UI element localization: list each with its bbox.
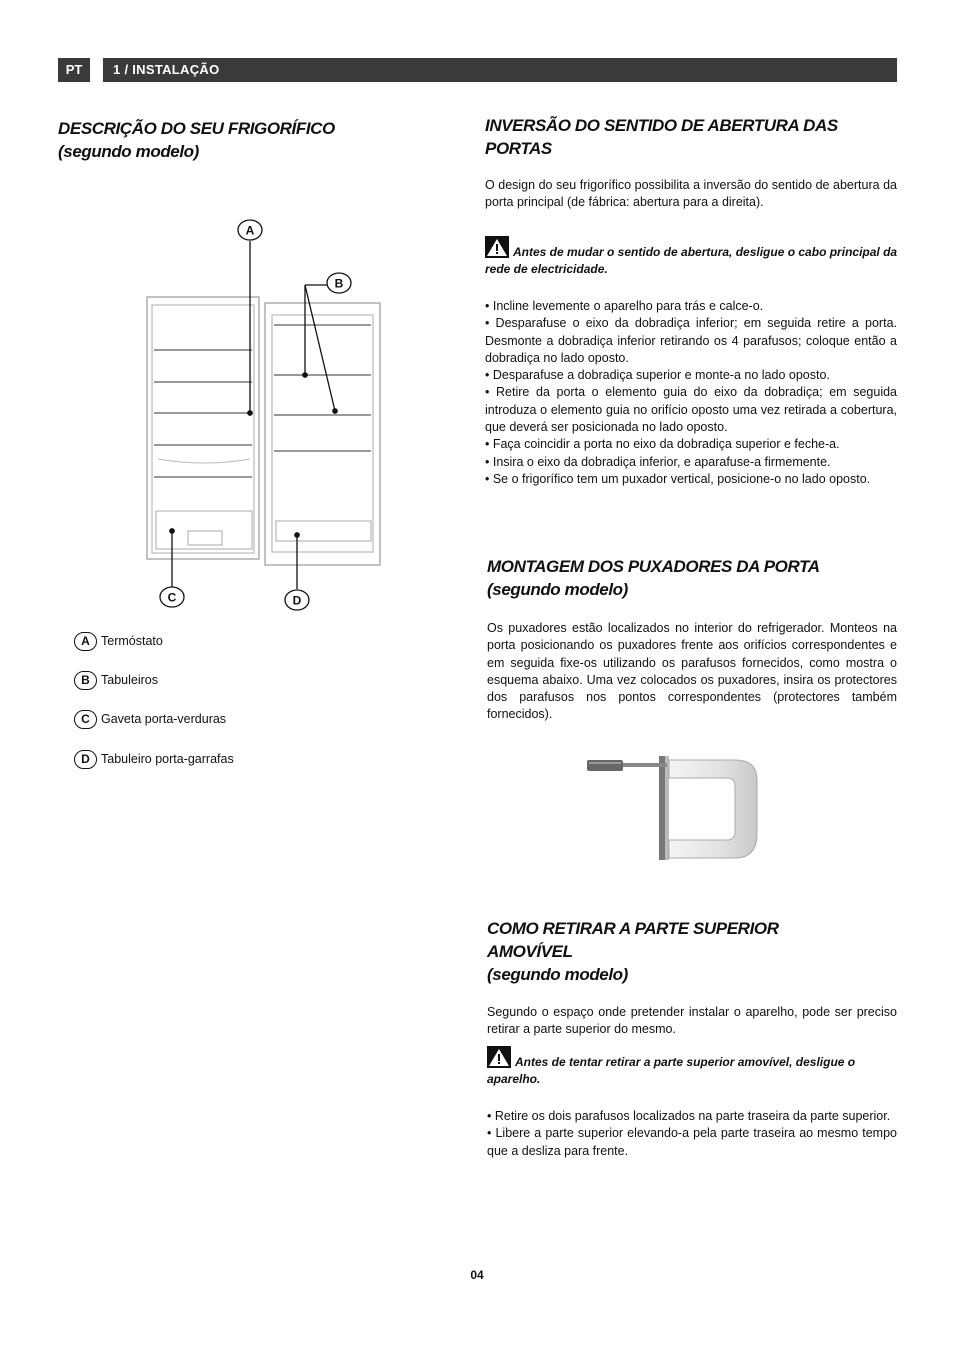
fridge-cabinet [147, 297, 259, 559]
inversion-heading-line1: INVERSÃO DO SENTIDO DE ABERTURA DAS [485, 116, 838, 135]
bottle-shelf [276, 521, 371, 541]
step-item: • Libere a parte superior elevando-a pela parte traseira ao mesmo tempo que a desliza para frente. [487, 1126, 897, 1158]
description-heading-line1: DESCRIÇÃO DO SEU FRIGORÍFICO [58, 119, 335, 138]
step-item: • Insira o eixo da dobradiça inferior, e aparafuse-a firmemente. [485, 454, 831, 469]
warning-icon [487, 1046, 511, 1068]
legend-text: Tabuleiro porta-garrafas [101, 752, 234, 766]
door-interior [272, 315, 373, 552]
step-item: • Desparafuse a dobradiça superior e monte-a no lado oposto. [485, 368, 830, 383]
handles-heading-line1: MONTAGEM DOS PUXADORES DA PORTA [487, 557, 820, 576]
legend-letter: B [74, 671, 97, 690]
legend-item [74, 708, 226, 730]
handles-heading [487, 555, 897, 601]
inversion-steps [485, 298, 897, 488]
top-part-heading-line3: (segundo modelo) [487, 965, 628, 984]
step-item: • Faça coincidir a porta no eixo da dobradiça superior e feche-a. [485, 437, 840, 452]
section-title-bar: 1 / INSTALAÇÃO [103, 58, 897, 82]
screwdriver-icon [587, 760, 667, 771]
warning-icon [485, 236, 509, 258]
step-item: • Incline levemente o aparelho para trás e calce-o. [485, 299, 764, 313]
fridge-diagram [140, 215, 400, 615]
inversion-heading-line2: PORTAS [485, 139, 552, 158]
diagram-label-a: A [245, 223, 255, 238]
legend-letter: A [74, 632, 97, 651]
door-handle [669, 760, 757, 858]
top-part-heading-line2: AMOVÍVEL [487, 942, 573, 961]
step-item: • Retire os dois parafusos localizados na parte traseira da parte superior. [487, 1109, 891, 1123]
step-item: • Retire da porta o elemento guia do eixo da dobradiça; em seguida introduza o elemento guia no orifício oposto uma vez retirada a cobertura, que deverá ser posicionada no lado oposto. [485, 385, 897, 435]
top-part-heading [487, 917, 897, 986]
legend-text: Tabuleiros [101, 673, 158, 687]
description-heading-line2: (segundo modelo) [58, 142, 199, 161]
legend-item [74, 630, 163, 652]
diagram-label-d: D [292, 593, 302, 608]
description-heading [58, 117, 335, 163]
top-part-heading-line1: COMO RETIRAR A PARTE SUPERIOR [487, 919, 779, 938]
step-item: • Desparafuse o eixo da dobradiça inferior; em seguida retire a porta. Desmonte a dobradiça inferior retirando os 4 parafusos; coloque então a dobradiça no lado oposto. [485, 316, 897, 365]
crisper-handle [188, 531, 222, 545]
legend-text: Gaveta porta-verduras [101, 712, 227, 726]
top-part-steps [487, 1108, 897, 1160]
handle-mounting-illustration [585, 752, 765, 864]
inversion-intro: O design do seu frigorífico possibilita a inversão do sentido de abertura da porta principal (de fábrica: abertura para a direita). [485, 178, 897, 210]
page-number: 04 [470, 1268, 484, 1282]
top-part-warning-text: Antes de tentar retirar a parte superior amovível, desligue o aparelho. [487, 1055, 856, 1086]
step-item: • Se o frigorífico tem um puxador vertical, posicione-o no lado oposto. [485, 471, 871, 486]
inversion-warning-text: Antes de mudar o sentido de abertura, desligue o cabo principal da rede de electricidade. [485, 245, 898, 276]
top-part-intro: Segundo o espaço onde pretender instalar o aparelho, pode ser preciso retirar a parte superior do mesmo. [487, 1005, 897, 1037]
legend-item [74, 748, 234, 770]
inversion-warning [485, 236, 899, 278]
page-header [58, 58, 897, 82]
legend-letter: D [74, 750, 97, 769]
diagram-label-b: B [334, 276, 344, 291]
diagram-label-c: C [167, 590, 177, 605]
legend-text: Termóstato [101, 634, 163, 648]
cabinet-interior [152, 305, 254, 553]
legend-letter: C [74, 710, 97, 729]
language-tag: PT [58, 58, 90, 82]
top-part-warning [487, 1046, 897, 1088]
legend-item [74, 669, 158, 691]
door-edge [659, 756, 665, 860]
handles-text: Os puxadores estão localizados no interior do refrigerador. Monteos na porta posicionando os puxadores frente aos orifícios correspondentes e em seguida fixe-os utilizando os parafusos fornecidos, como mostra o esquema abaixo. Uma vez colocados os puxadores, insira os protectores dos parafusos nos pontos correspondentes (protectores também fornecidos). [487, 621, 897, 722]
inversion-heading [485, 114, 897, 160]
fridge-door [265, 303, 380, 565]
handles-heading-line2: (segundo modelo) [487, 580, 628, 599]
